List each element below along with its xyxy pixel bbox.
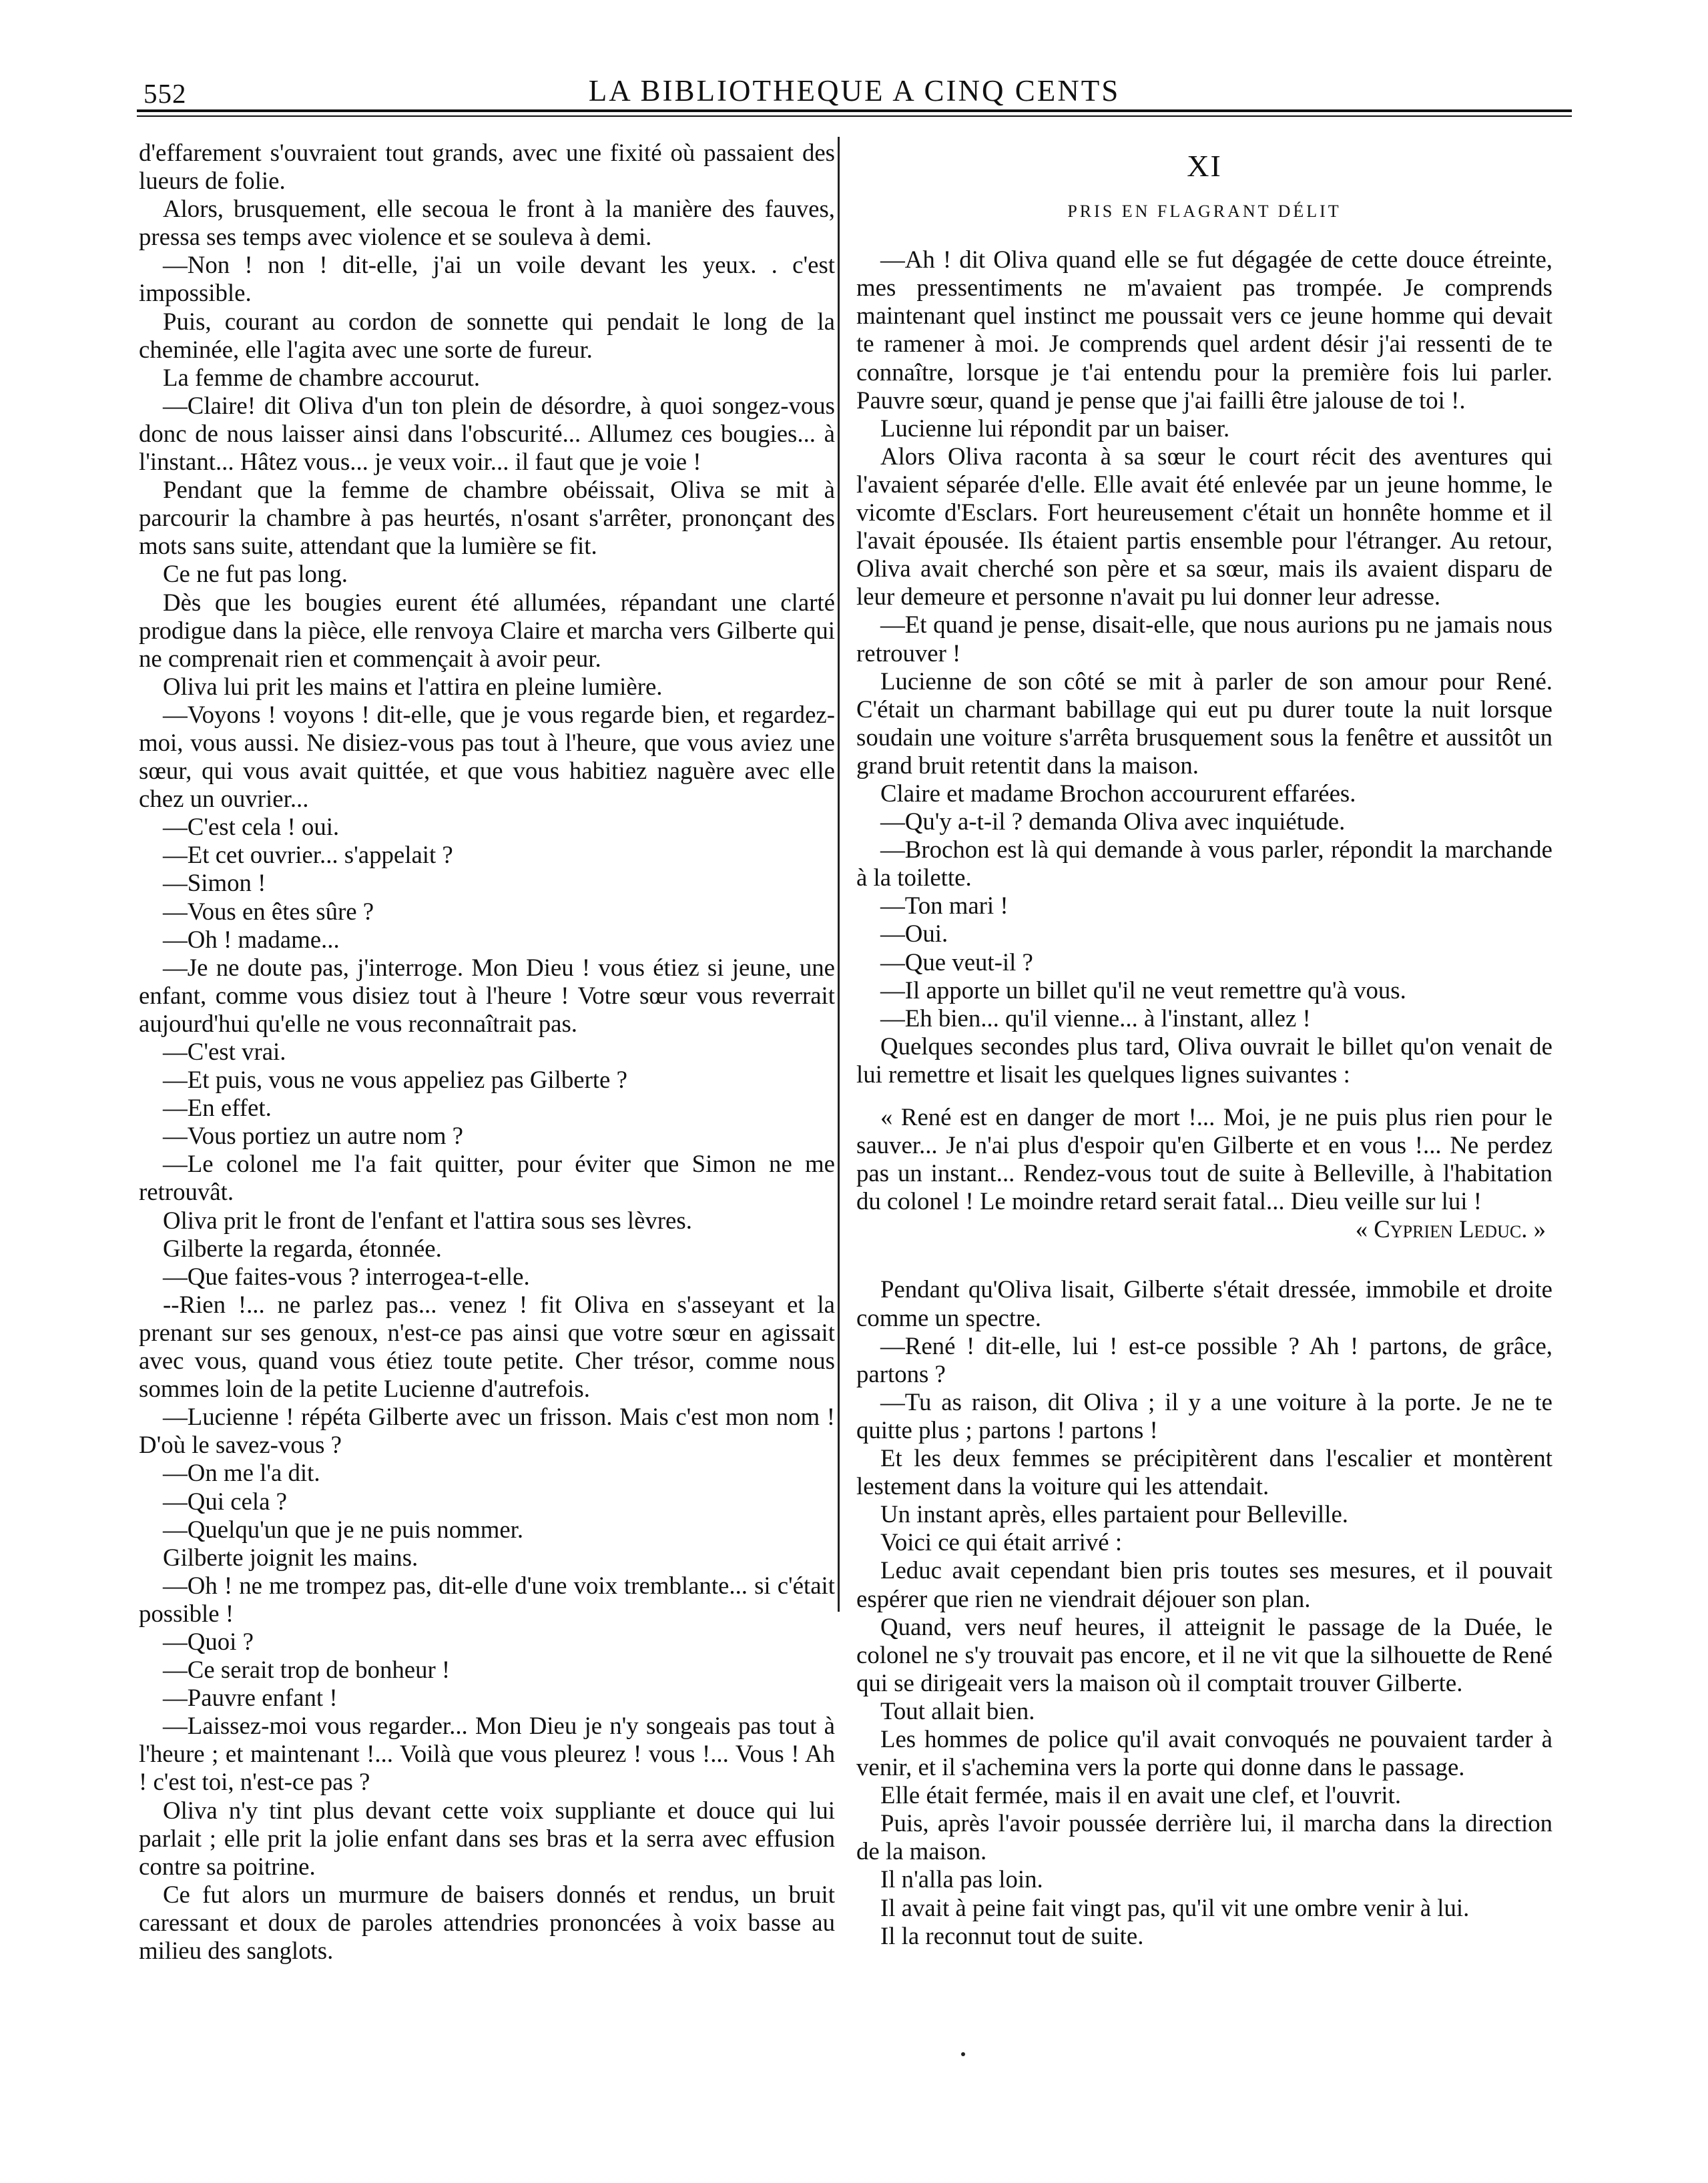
running-title: LA BIBLIOTHEQUE A CINQ CENTS [588, 74, 1121, 107]
paragraph: Et les deux femmes se précipitèrent dans l'escalier et montèrent lestement dans la voiture qui les attendait. [856, 1444, 1552, 1500]
paragraph: —Simon ! [163, 869, 266, 897]
paragraph: Ce fut alors un murmure de baisers donnés et rendus, un bruit caressant et doux de paroles attendries prononcées à voix basse au milieu des sanglots. [139, 1880, 835, 1964]
paragraph: —Vous portiez un autre nom ? [163, 1122, 463, 1150]
paragraph: Dès que les bougies eurent été allumées, répandant une clarté prodigue dans la pièce, elle renvoya Claire et marcha vers Gilberte qui ne comprenait rien et commençait à avoir peur. [139, 588, 835, 672]
page-number: 552 [144, 78, 187, 109]
paragraph: Quelques secondes plus tard, Oliva ouvrait le billet qu'on venait de lui remettre et lisait les quelques lignes suivantes : [856, 1032, 1552, 1088]
paragraph: Oliva n'y tint plus devant cette voix suppliante et douce qui lui parlait ; elle prit la jolie enfant dans ses bras et la serra avec effusion contre sa poitrine. [139, 1796, 835, 1880]
paragraph: Elle était fermée, mais il en avait une clef, et l'ouvrit. [880, 1781, 1402, 1809]
quoted-letter [856, 1103, 1552, 1243]
paragraph: Oliva prit le front de l'enfant et l'attira sous ses lèvres. [163, 1206, 692, 1234]
stray-mark [961, 2052, 965, 2056]
paragraph: —Et puis, vous ne vous appeliez pas Gilberte ? [163, 1066, 627, 1094]
paragraph: Tout allait bien. [880, 1696, 1035, 1725]
paragraph: —On me l'a dit. [163, 1459, 320, 1487]
paragraph: —Pauvre enfant ! [163, 1684, 338, 1712]
paragraph: Les hommes de police qu'il avait convoqués ne pouvaient tarder à venir, et il s'achemina vers la porte qui donne dans le passage. [856, 1725, 1552, 1781]
paragraph: —Le colonel me l'a fait quitter, pour éviter que Simon ne me retrouvât. [139, 1150, 835, 1206]
paragraph: Claire et madame Brochon accoururent effarées. [880, 779, 1356, 807]
paragraph: Puis, après l'avoir poussée derrière lui, il marcha dans la direction de la maison. [856, 1809, 1552, 1865]
paragraph: —Ton mari ! [880, 892, 1009, 920]
paragraph: Leduc avait cependant bien pris toutes ses mesures, et il pouvait espérer que rien ne viendrait déjouer son plan. [856, 1556, 1552, 1612]
paragraph: —Je ne doute pas, j'interroge. Mon Dieu ! vous étiez si jeune, une enfant, comme vous disiez tout à l'heure ! Votre sœur vous reverrait aujourd'hui qu'elle ne vous reconnaîtrait pas. [139, 953, 835, 1037]
paragraph: —Oh ! ne me trompez pas, dit-elle d'une voix tremblante... si c'était possible ! [139, 1571, 835, 1627]
paragraph: —Oh ! madame... [163, 925, 340, 953]
paragraph: —Quelqu'un que je ne puis nommer. [163, 1515, 524, 1543]
paragraph: —Eh bien... qu'il vienne... à l'instant, allez ! [880, 1004, 1311, 1032]
letter-body: « René est en danger de mort !... Moi, je ne puis plus rien pour le sauver... Je n'ai plus d'espoir qu'en Gilberte et en vous !... Ne perdez pas un instant... Rendez-vous tout de suite à Belleville, à l'habitation du colonel ! Le moindre retard serait fatal... Dieu veille sur lui ! [856, 1103, 1552, 1215]
paragraph: —Claire! dit Oliva d'un ton plein de désordre, à quoi songez-vous donc de nous laisser ainsi dans l'obscurité... Allumez ces bougies... à l'instant... Hâtez vous... je veux voir... il faut que je voie ! [139, 391, 835, 476]
paragraph: Gilberte la regarda, étonnée. [163, 1234, 442, 1262]
paragraph: —Que faites-vous ? interrogea-t-elle. [163, 1262, 530, 1290]
paragraph: Alors, brusquement, elle secoua le front à la manière des fauves, pressa ses temps avec violence et se souleva à demi. [139, 195, 835, 251]
header-rule-thin [137, 115, 1572, 117]
paragraph: d'effarement s'ouvraient tout grands, avec une fixité où passaient des lueurs de folie. [139, 139, 835, 195]
paragraph: —Qui cela ? [163, 1487, 287, 1515]
paragraph: —Oui. [880, 920, 948, 948]
paragraph: —Qu'y a-t-il ? demanda Oliva avec inquiétude. [880, 808, 1346, 836]
paragraph: —Que veut-il ? [880, 948, 1033, 976]
paragraph: —En effet. [163, 1094, 272, 1122]
paragraph: —Et cet ouvrier... s'appelait ? [163, 841, 453, 869]
paragraph: Pendant qu'Oliva lisait, Gilberte s'était dressée, immobile et droite comme un spectre. [856, 1275, 1552, 1331]
paragraph: La femme de chambre accourut. [163, 363, 481, 391]
paragraph: Alors Oliva raconta à sa sœur le court récit des aventures qui l'avaient séparée d'elle. Elle avait été enlevée par un jeune homme, le vicomte d'Esclars. Fort heureusement c'était un honnête homme et il l'avait épousée. Ils étaient partis ensemble pour l'étranger. Au retour, Oliva avait cherché son père et sa sœur, mais ils avaient disparu de leur demeure et personne n'avait pu lui donner leur adresse. [856, 442, 1552, 611]
paragraph: Un instant après, elles partaient pour Belleville. [880, 1500, 1348, 1528]
paragraph: Ce ne fut pas long. [163, 560, 348, 588]
column-divider [838, 137, 840, 1612]
paragraph: Oliva lui prit les mains et l'attira en pleine lumière. [163, 672, 663, 700]
paragraph: Il n'alla pas loin. [880, 1865, 1043, 1893]
paragraph: —Ah ! dit Oliva quand elle se fut dégagée de cette douce étreinte, mes pressentiments ne m'avaient pas trompée. Je comprends maintenant quel instinct me poussait vers ce jeune homme qui devait te ramener à moi. Je comprends quel ardent désir j'ai ressenti de te connaître, lorsque je t'ai entendu pour la première fois lui parler. Pauvre sœur, quand je pense que j'ai failli être jalouse de toi !. [856, 246, 1552, 414]
paragraph: Voici ce qui était arrivé : [880, 1528, 1123, 1556]
paragraph: Puis, courant au cordon de sonnette qui pendait le long de la cheminée, elle l'agita avec une sorte de fureur. [139, 307, 835, 363]
page-header [137, 67, 1572, 120]
paragraph: —Et quand je pense, disait-elle, que nous aurions pu ne jamais nous retrouver ! [856, 611, 1552, 667]
letter-signature: « Cyprien Leduc. » [1355, 1215, 1546, 1243]
paragraph: —Lucienne ! répéta Gilberte avec un frisson. Mais c'est mon nom ! D'où le savez-vous ? [139, 1403, 835, 1459]
paragraph: --Rien !... ne parlez pas... venez ! fit Oliva en s'asseyant et la prenant sur ses genoux, n'est-ce pas ainsi que votre sœur en agissait avec vous, quand vous étiez toute petite. Cher trésor, comme nous sommes loin de la petite Lucienne d'autrefois. [139, 1290, 835, 1403]
paragraph: Pendant que la femme de chambre obéissait, Oliva se mit à parcourir la chambre à pas heurtés, n'osant s'arrêter, prononçant des mots sans suite, attendant que la lumière se fit. [139, 476, 835, 560]
paragraph: —Non ! non ! dit-elle, j'ai un voile devant les yeux. . c'est impossible. [139, 251, 835, 307]
paragraph: —Vous en êtes sûre ? [163, 897, 374, 925]
spacer [856, 1249, 1552, 1275]
paragraph: —Tu as raison, dit Oliva ; il y a une voiture à la porte. Je ne te quitte plus ; partons ! partons ! [856, 1387, 1552, 1444]
right-column [856, 139, 1552, 1950]
paragraph: —C'est cela ! oui. [163, 813, 340, 841]
paragraph: —Voyons ! voyons ! dit-elle, que je vous regarde bien, et regardez-moi, vous aussi. Ne disiez-vous pas tout à l'heure, que vous aviez une sœur, qui vous avait quittée, et que vous habitiez naguère avec elle chez un ouvrier... [139, 700, 835, 813]
paragraph: —Laissez-moi vous regarder... Mon Dieu je n'y songeais pas tout à l'heure ; et maintenant !... Voilà que vous pleurez ! vous !... Vous ! Ah ! c'est toi, n'est-ce pas ? [139, 1712, 835, 1796]
paragraph: Lucienne de son côté se mit à parler de son amour pour René. C'était un charmant babillage qui eut pu durer toute la nuit lorsque soudain une voiture s'arrêta brusquement sous la fenêtre et aussitôt un grand bruit retentit dans la maison. [856, 667, 1552, 779]
chapter-title: PRIS EN FLAGRANT DÉLIT [1067, 202, 1342, 222]
paragraph: —Quoi ? [163, 1627, 254, 1655]
paragraph: —C'est vrai. [163, 1038, 286, 1065]
paragraph: —Brochon est là qui demande à vous parler, répondit la marchande à la toilette. [856, 836, 1552, 892]
paragraph: Quand, vers neuf heures, il atteignit le passage de la Duée, le colonel ne s'y trouvait pas encore, et il ne vit que la silhouette de René qui se dirigeait vers la maison où il comptait trouver Gilberte. [856, 1612, 1552, 1696]
paragraph: —Il apporte un billet qu'il ne veut remettre qu'à vous. [880, 976, 1406, 1004]
left-column [139, 139, 835, 1965]
chapter-number: XI [1187, 149, 1222, 183]
paragraph: —René ! dit-elle, lui ! est-ce possible ? Ah ! partons, de grâce, partons ? [856, 1331, 1552, 1387]
header-rule [137, 109, 1572, 112]
text-block [856, 1275, 1552, 1949]
paragraph: Il la reconnut tout de suite. [880, 1921, 1144, 1949]
text-block [856, 246, 1552, 1088]
paragraph: —Ce serait trop de bonheur ! [163, 1656, 451, 1684]
paragraph: Lucienne lui répondit par un baiser. [880, 414, 1230, 442]
paragraph: Gilberte joignit les mains. [163, 1543, 418, 1571]
paragraph: Il avait à peine fait vingt pas, qu'il vit une ombre venir à lui. [880, 1893, 1470, 1921]
